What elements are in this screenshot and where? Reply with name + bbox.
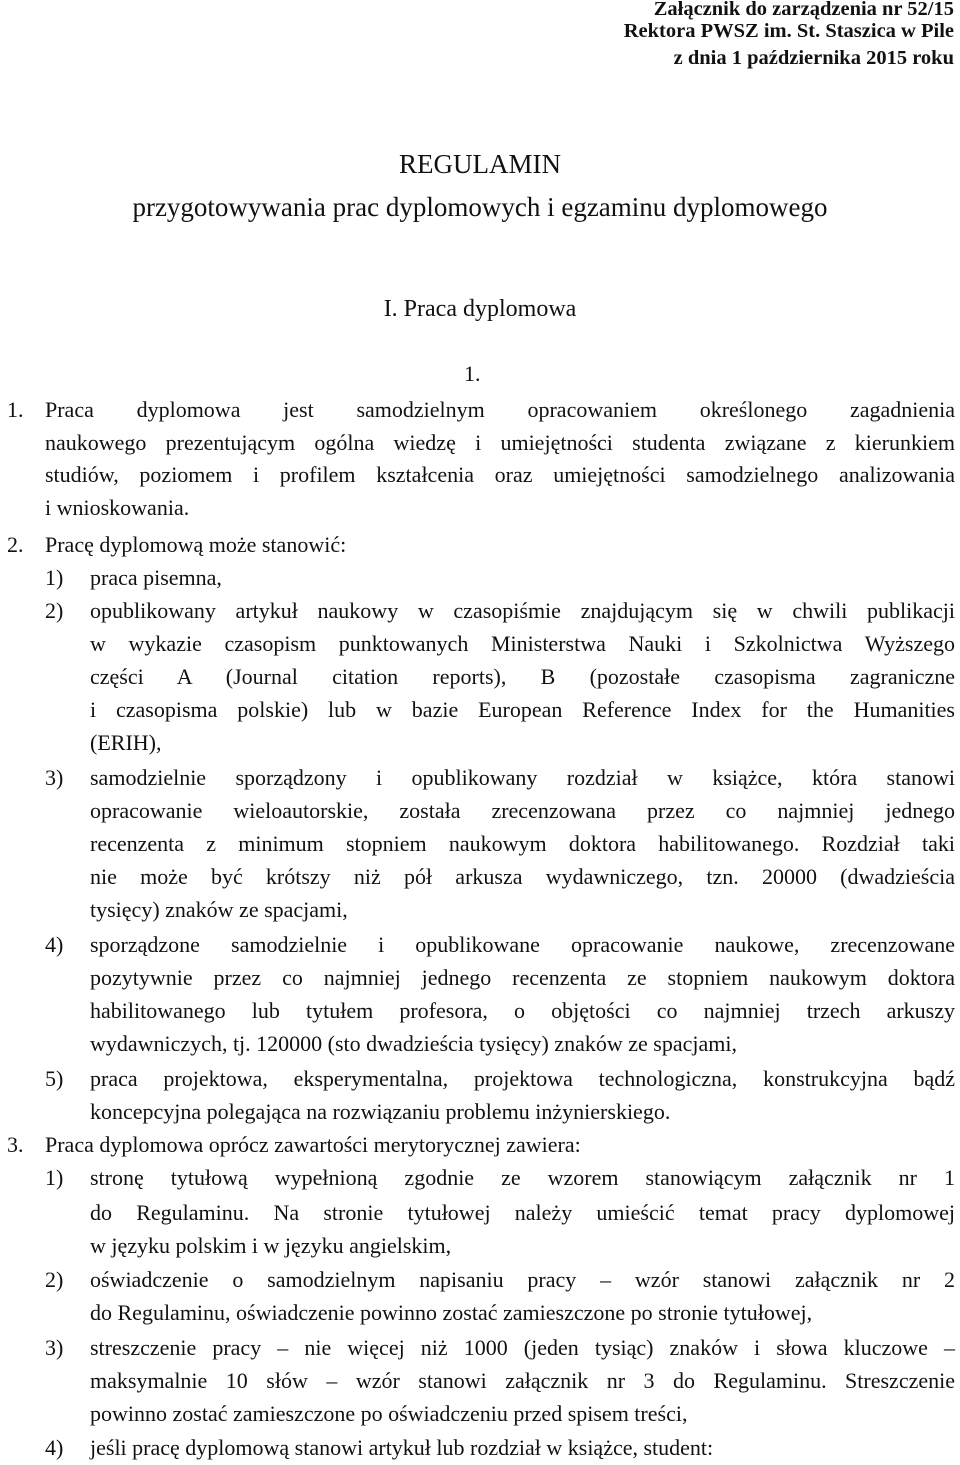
- list-item-line: praca pisemna,: [90, 565, 222, 590]
- list-item-number: 4): [45, 1435, 64, 1460]
- section-marker: 1.: [464, 361, 481, 386]
- list-item-line: w wykazie czasopism punktowanych Ministerstwa Nauki i Szkolnictwa Wyższego: [90, 631, 955, 656]
- list-item-line: wydawniczych, tj. 120000 (sto dwadzieścia tysięcy) znaków ze spacjami,: [90, 1031, 737, 1056]
- list-item-line: oświadczenie o samodzielnym napisaniu pracy – wzór stanowi załącznik nr 2: [90, 1267, 955, 1292]
- list-item-line: do Regulaminu, oświadczenie powinno zostać zamieszczone po stronie tytułowej,: [90, 1300, 813, 1325]
- paragraph-1-line: Praca dyplomowa jest samodzielnym opracowaniem określonego zagadnienia: [45, 397, 955, 422]
- paragraph-1-line: naukowego prezentującym ogólna wiedzę i umiejętności studenta związane z kierunkiem: [45, 430, 955, 455]
- list-item-line: streszczenie pracy – nie więcej niż 1000 (jeden tysiąc) znaków i słowa kluczowe –: [90, 1335, 955, 1360]
- list-item-number: 1): [45, 1165, 64, 1190]
- list-item-number: 1): [45, 565, 64, 590]
- list-item-line: do Regulaminu. Na stronie tytułowej należy umieścić temat pracy dyplomowej: [90, 1200, 955, 1225]
- paragraph-1-number: 1.: [7, 397, 24, 422]
- list-item-line: koncepcyjna polegająca na rozwiązaniu problemu inżynierskiego.: [90, 1099, 671, 1124]
- list-item-line: i czasopisma polskie) lub w bazie European Reference Index for the Humanities: [90, 697, 955, 722]
- list-item-line: opublikowany artykuł naukowy w czasopiśmie znajdującym się w chwili publikacji: [90, 598, 955, 623]
- header-line-2: Rektora PWSZ im. St. Staszica w Pile: [623, 20, 954, 42]
- list-item-number: 5): [45, 1066, 64, 1091]
- list-item-number: 4): [45, 932, 64, 957]
- list-item-line: opracowanie wieloautorskie, została zrecenzowana przez co najmniej jednego: [90, 798, 955, 823]
- list-item-line: maksymalnie 10 słów – wzór stanowi załącznik nr 3 do Regulaminu. Streszczenie: [90, 1368, 955, 1393]
- paragraph-2-number: 2.: [7, 532, 24, 557]
- paragraph-1-line: studiów, poziomem i profilem kształcenia oraz umiejętności samodzielnego analizowania: [45, 462, 955, 487]
- list-item-number: 2): [45, 598, 64, 623]
- list-item-number: 2): [45, 1267, 64, 1292]
- list-item-line: praca projektowa, eksperymentalna, projektowa technologiczna, konstrukcyjna bądź: [90, 1066, 955, 1091]
- header-line-1: Załącznik do zarządzenia nr 52/15: [653, 0, 954, 20]
- list-item-line: stronę tytułową wypełnioną zgodnie ze wzorem stanowiącym załącznik nr 1: [90, 1165, 955, 1190]
- list-item-line: tysięcy) znaków ze spacjami,: [90, 897, 348, 922]
- list-item-line: samodzielnie sporządzony i opublikowany rozdział w książce, która stanowi: [90, 765, 955, 790]
- list-item-line: powinno zostać zamieszczone po oświadczeniu przed spisem treści,: [90, 1401, 688, 1426]
- document-subtitle: przygotowywania prac dyplomowych i egzaminu dyplomowego: [132, 192, 828, 222]
- list-item-line: recenzenta z minimum stopniem naukowym doktora habilitowanego. Rozdział taki: [90, 831, 955, 856]
- paragraph-3-number: 3.: [7, 1132, 24, 1157]
- list-item-number: 3): [45, 765, 64, 790]
- section-heading: I. Praca dyplomowa: [383, 296, 577, 322]
- list-item-line: pozytywnie przez co najmniej jednego recenzenta ze stopniem naukowym doktora: [90, 965, 955, 990]
- list-item-line: jeśli pracę dyplomową stanowi artykuł lub rozdział w książce, student:: [90, 1435, 714, 1460]
- paragraph-1-line: i wnioskowania.: [45, 495, 190, 520]
- header-line-3: z dnia 1 października 2015 roku: [673, 47, 954, 69]
- list-item-line: sporządzone samodzielnie i opublikowane opracowanie naukowe, zrecenzowane: [90, 932, 955, 957]
- list-item-number: 3): [45, 1335, 64, 1360]
- list-item-line: (ERIH),: [90, 730, 162, 755]
- list-item-line: w języku polskim i w języku angielskim,: [90, 1233, 452, 1258]
- paragraph-3-intro: Praca dyplomowa oprócz zawartości merytorycznej zawiera:: [45, 1132, 581, 1157]
- list-item-line: habilitowanego lub tytułem profesora, o objętości co najmniej trzech arkuszy: [90, 998, 955, 1023]
- list-item-line: części A (Journal citation reports), B (pozostałe czasopisma zagraniczne: [90, 664, 955, 689]
- paragraph-2-intro: Pracę dyplomową może stanowić:: [45, 532, 347, 557]
- document-title: REGULAMIN: [399, 149, 561, 179]
- list-item-line: nie może być krótszy niż pół arkusza wydawniczego, tzn. 20000 (dwadzieścia: [90, 864, 955, 889]
